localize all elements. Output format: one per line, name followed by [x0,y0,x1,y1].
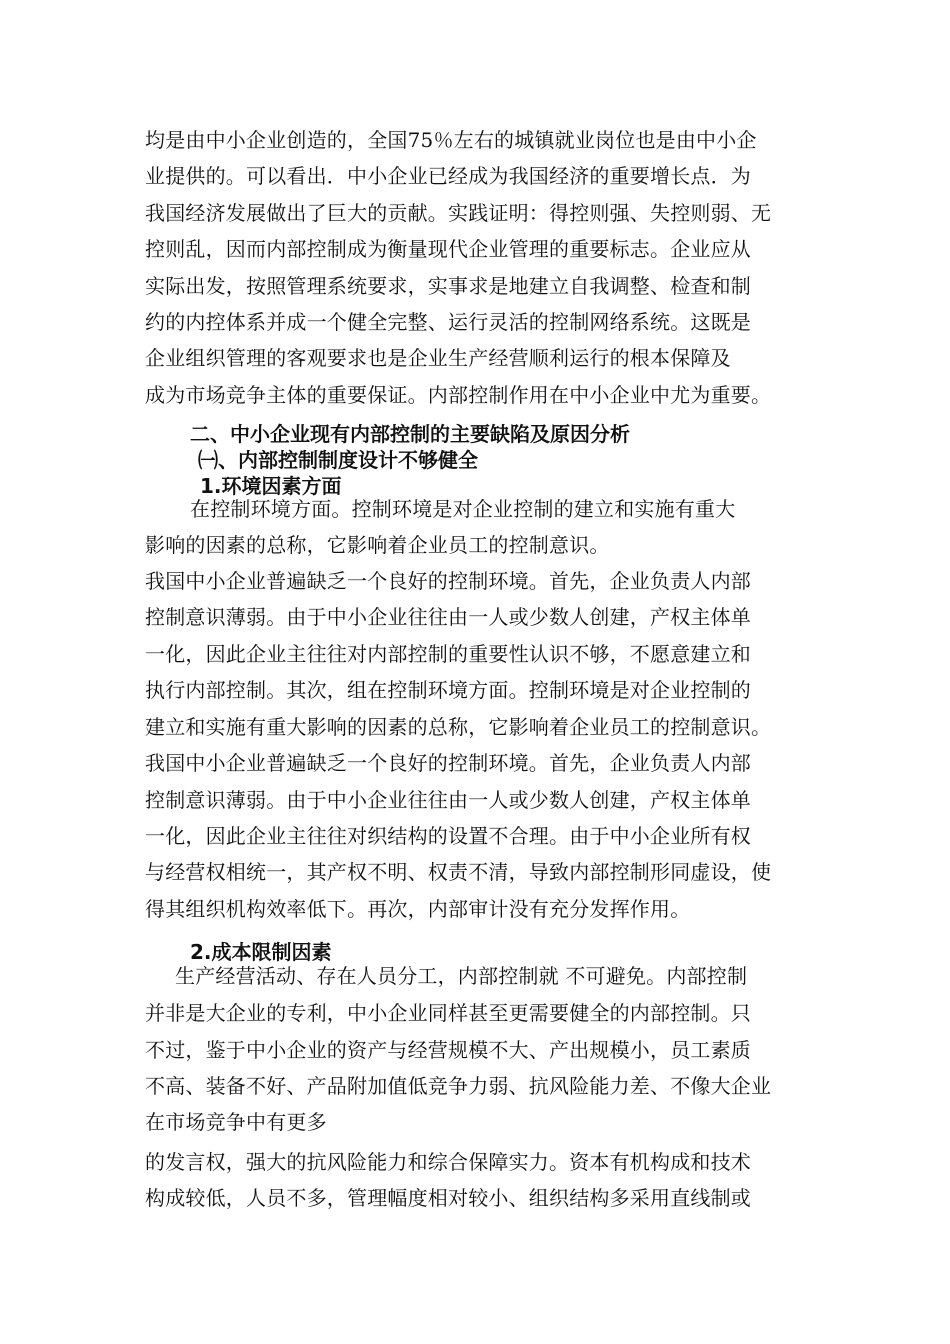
body-line: 生产经营活动、存在人员分工，内部控制就 不可避免。内部控制 [175,964,748,988]
body-line: 执行内部控制。其次，组在控制环境方面。控制环境是对企业控制的 [145,678,751,702]
body-line: 构成较低，人员不多，管理幅度相对较小、组织结构多采用直线制或 [145,1186,751,1210]
body-line: 建立和实施有重大影响的因素的总称，它影响着企业员工的控制意识。 [145,715,772,739]
body-line: 我国经济发展做出了巨大的贡献。实践证明：得控则强、失控则弱、无 [145,201,772,225]
body-line: 控制意识薄弱。由于中小企业往往由一人或少数人创建，产权主体单 [145,788,751,812]
body-line: 控制意识薄弱。由于中小企业往往由一人或少数人创建，产权主体单 [145,605,751,629]
body-line: 并非是大企业的专利，中小企业同样甚至更需要健全的内部控制。只 [145,1001,751,1025]
body-line: 一化，因此企业主往往对织结构的设置不合理。由于中小企业所有权 [145,824,751,848]
body-line: 控则乱，因而内部控制成为衡量现代企业管理的重要标志。企业应从 [145,237,751,261]
section-heading: 二、中小企业现有内部控制的主要缺陷及原因分析 [190,422,630,446]
body-line: 得其组织机构效率低下。再次，内部审计没有充分发挥作用。 [145,897,691,921]
body-line: 的发言权，强大的抗风险能力和综合保障实力。资本有机构成和技术 [145,1150,751,1174]
body-line: 成为市场竞争主体的重要保证。内部控制作用在中小企业中尤为重要。 [145,383,772,407]
subsection-heading: ㈠、内部控制制度设计不够健全 [198,448,478,472]
body-line: 企业组织管理的客观要求也是企业生产经营顺利运行的根本保障及 [145,346,731,370]
body-line: 一化，因此企业主往往对内部控制的重要性认识不够，不愿意建立和 [145,642,751,666]
body-line: 不过，鉴于中小企业的资产与经营规模不大、产出规模小，员工素质 [145,1038,751,1062]
body-line: 我国中小企业普遍缺乏一个良好的控制环境。首先，企业负责人内部 [145,751,751,775]
body-line: 在市场竞争中有更多 [145,1110,327,1134]
body-line: 业提供的。可以看出．中小企业已经成为我国经济的重要增长点．为 [145,164,751,188]
body-line: 在控制环境方面。控制环境是对企业控制的建立和实施有重大 [190,497,736,521]
body-line: 不高、装备不好、产品附加值低竞争力弱、抗风险能力差、不像大企业 [145,1074,772,1098]
subsubsection-heading: 2.成本限制因素 [190,940,332,964]
subsubsection-heading: 1.环境因素方面 [200,474,342,498]
body-line: 影响的因素的总称，它影响着企业员工的控制意识。 [145,533,610,557]
body-line: 实际出发，按照管理系统要求，实事求是地建立自我调整、检查和制 [145,274,751,298]
body-line: 约的内控体系并成一个健全完整、运行灵活的控制网络系统。这既是 [145,310,751,334]
body-line: 均是由中小企业创造的，全国75％左右的城镇就业岗位也是由中小企 [145,128,757,152]
body-line: 我国中小企业普遍缺乏一个良好的控制环境。首先，企业负责人内部 [145,569,751,593]
body-line: 与经营权相统一，其产权不明、权责不清，导致内部控制形同虚设，使 [145,860,772,884]
